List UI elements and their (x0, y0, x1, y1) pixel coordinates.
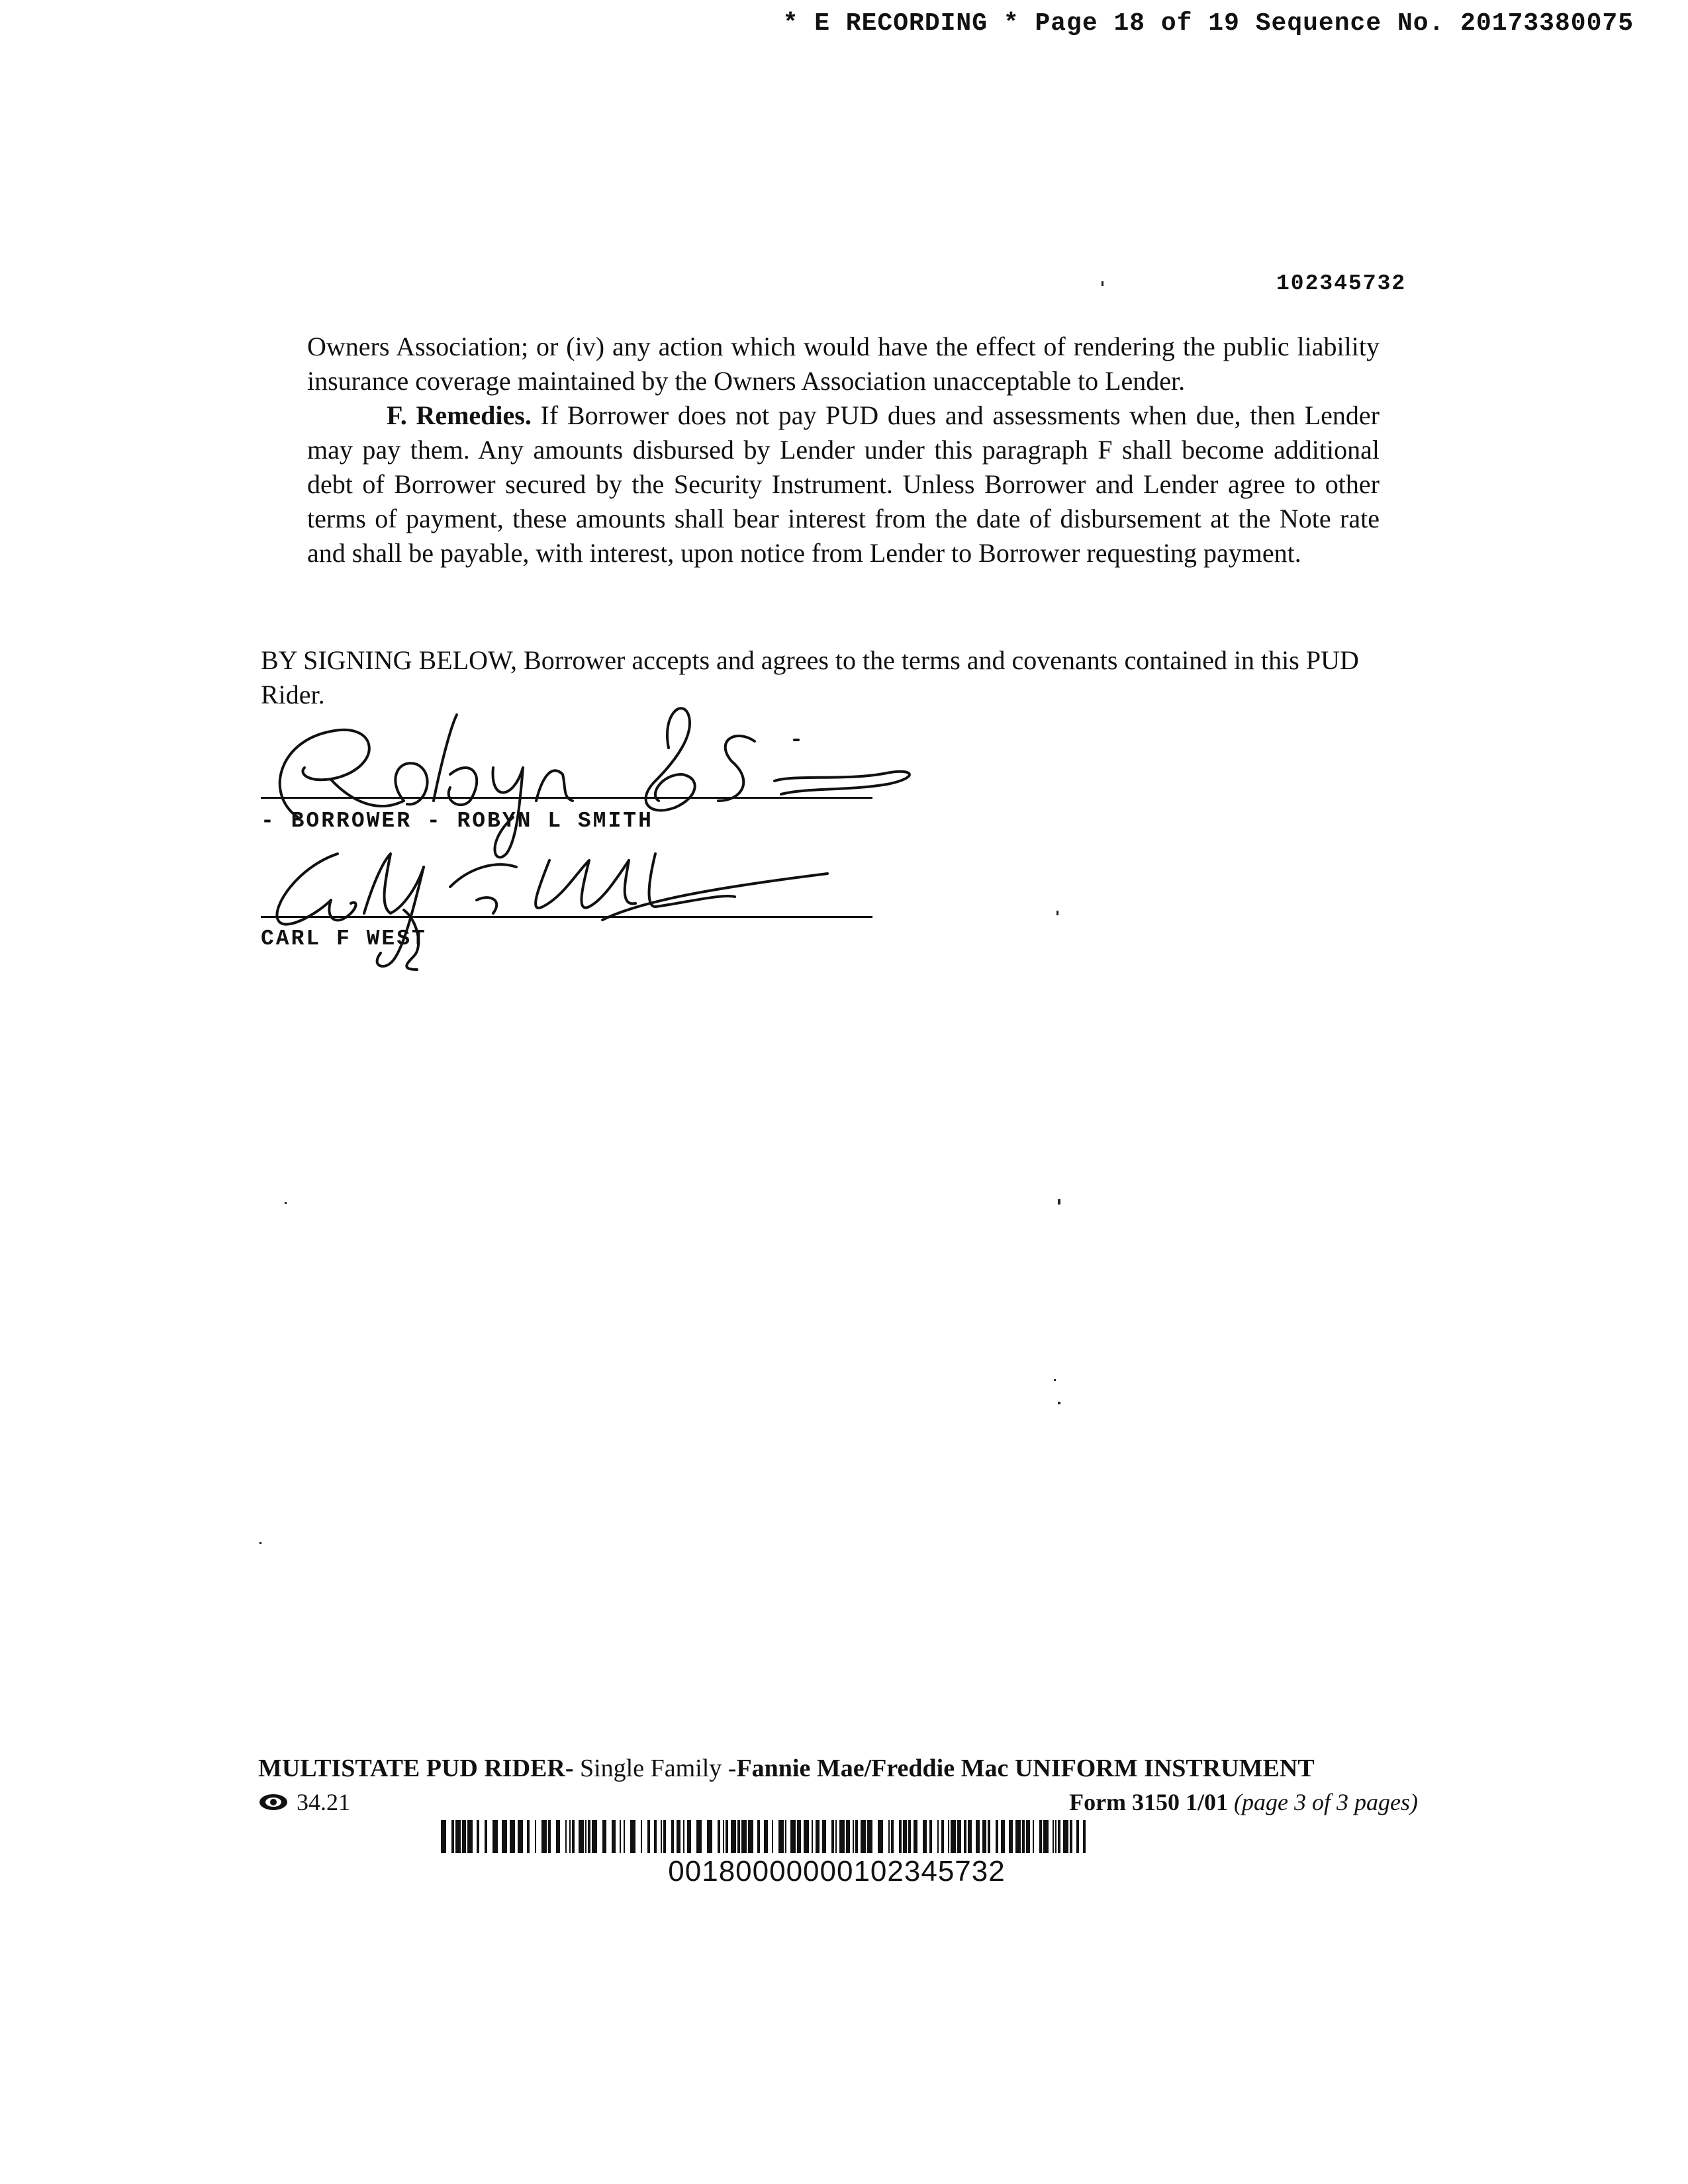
barcode-bar (797, 1820, 801, 1853)
form-title (258, 1754, 1383, 1783)
barcode-bar (822, 1820, 826, 1853)
barcode-bar (572, 1820, 575, 1853)
barcode-bar (748, 1820, 753, 1853)
barcode-bar (477, 1820, 479, 1853)
barcode-bar (1015, 1820, 1021, 1853)
barcode-bar (1076, 1820, 1079, 1853)
barcode-bar (462, 1820, 466, 1853)
barcode-bar (1001, 1820, 1005, 1853)
barcode-bar (687, 1820, 691, 1853)
barcode-bar (1022, 1820, 1025, 1853)
barcode-bar (663, 1820, 666, 1853)
barcode-bar (891, 1820, 894, 1853)
barcode-bar (1026, 1820, 1030, 1853)
barcode-bar (853, 1820, 854, 1853)
borrower-1-name: - BORROWER - ROBYN L SMITH (261, 809, 653, 833)
scan-speck (259, 1542, 261, 1544)
barcode-bar (630, 1820, 635, 1853)
barcode-bar (654, 1820, 657, 1853)
barcode-bar (957, 1820, 961, 1853)
barcode-bar (602, 1820, 606, 1853)
barcode-bar (1053, 1820, 1054, 1853)
barcode-bar (1083, 1820, 1086, 1853)
barcode-bar (592, 1820, 597, 1853)
barcode-bar (937, 1820, 939, 1853)
rider-body (307, 330, 1380, 570)
barcode-bar (839, 1820, 845, 1853)
barcode-bar (1055, 1820, 1056, 1853)
barcode-bar (612, 1820, 616, 1853)
barcode-bar (976, 1820, 980, 1853)
barcode-bar (485, 1820, 487, 1853)
barcode-bar (451, 1820, 454, 1853)
barcode-bar (455, 1820, 461, 1853)
barcode-bar (502, 1820, 507, 1853)
barcode-bar (1043, 1820, 1049, 1853)
form-title-part-2: Single Family - (573, 1754, 737, 1782)
barcode-bar (548, 1820, 551, 1853)
recording-header: * E RECORDING * Page 18 of 19 Sequence No. 20173380075 (782, 9, 1634, 38)
barcode-bar (757, 1820, 760, 1853)
barcode-bar (1058, 1820, 1060, 1853)
scan-speck (1058, 1402, 1060, 1404)
barcode-bar (908, 1820, 911, 1853)
barcode-bar (726, 1820, 728, 1853)
barcode-bar (579, 1820, 584, 1853)
barcode-bar (588, 1820, 590, 1853)
eye-logo-icon (258, 1792, 289, 1812)
barcode-bar (1070, 1820, 1072, 1853)
barcode-bar (778, 1820, 784, 1853)
barcode-bar (964, 1820, 966, 1853)
signing-statement: BY SIGNING BELOW, Borrower accepts and agrees to the terms and covenants contained in this PUD Rider. (261, 645, 1359, 709)
barcode-bar (467, 1820, 473, 1853)
continuation-paragraph: Owners Association; or (iv) any action which would have the effect of rendering the public liability insurance coverage maintained by the Owners Association unacceptable to Lender. (307, 332, 1380, 396)
barcode-bar (441, 1820, 446, 1853)
barcode-bar (929, 1820, 932, 1853)
barcode-bar (541, 1820, 547, 1853)
barcode-bar (527, 1820, 530, 1853)
barcode-bar (1033, 1820, 1034, 1853)
barcode-bar (565, 1820, 567, 1853)
barcode-bar (867, 1820, 872, 1853)
borrower-2-name: CARL F WEST (261, 927, 427, 951)
barcode-bar (671, 1820, 674, 1853)
barcode-bar (861, 1820, 866, 1853)
barcode-bar (1063, 1820, 1068, 1853)
barcode-bar (878, 1820, 883, 1853)
barcode-bar (731, 1820, 736, 1853)
remedies-paragraph (307, 398, 1380, 570)
scan-speck (1058, 1199, 1060, 1205)
barcode-bar (968, 1820, 972, 1853)
barcode-bar (923, 1820, 927, 1853)
barcode-bar (569, 1820, 571, 1853)
barcode-bar (518, 1820, 523, 1853)
barcode-bar (707, 1820, 712, 1853)
barcode-bar (831, 1820, 834, 1853)
barcode-bar (941, 1820, 944, 1853)
document-barcode (441, 1820, 1233, 1853)
form-number-text: Form 3150 1/01 (1069, 1789, 1235, 1815)
scan-speck (285, 1202, 287, 1204)
scan-speck (1102, 281, 1103, 286)
barcode-bar (772, 1820, 773, 1853)
barcode-bar (1009, 1820, 1013, 1853)
barcode-bar (620, 1820, 621, 1853)
barcode-bar (982, 1820, 986, 1853)
barcode-bar (624, 1820, 625, 1853)
handwritten-signature-carl-west (258, 841, 907, 973)
barcode-bar (661, 1820, 662, 1853)
barcode-bar (790, 1820, 796, 1853)
page-info: (page 3 of 3 pages) (1234, 1789, 1418, 1815)
barcode-bar (737, 1820, 740, 1853)
form-footer-row (258, 1788, 1418, 1819)
barcode-bar (585, 1820, 586, 1853)
form-number (1069, 1788, 1418, 1816)
barcode-bar (641, 1820, 642, 1853)
vendor-code: 34.21 (297, 1789, 350, 1815)
remedies-text: If Borrower does not pay PUD dues and assessments when due, then Lender may pay them. Any amounts disbursed by Lender under this paragraph F shall become additional debt of Borrower secured by the Security Instrument. Unless Borrower and Lender agree to other terms of payment, these amounts shall bear interest from the date of disbursement at the Note rate and shall be payable, with interest, upon notice from Lender to Borrower requesting payment. (307, 400, 1380, 568)
loan-number: 102345732 (1276, 271, 1407, 296)
barcode-bar (535, 1820, 536, 1853)
barcode-bar (948, 1820, 949, 1853)
barcode-bar (903, 1820, 907, 1853)
barcode-bar (988, 1820, 990, 1853)
barcode-bar (677, 1820, 680, 1853)
barcode-bar (951, 1820, 956, 1853)
barcode-bar (785, 1820, 786, 1853)
barcode-number: 00180000000102345732 (668, 1855, 1006, 1888)
scan-speck (1056, 911, 1058, 915)
barcode-bar (683, 1820, 684, 1853)
form-title-part-1: MULTISTATE PUD RIDER- (258, 1754, 574, 1782)
barcode-bar (492, 1820, 498, 1853)
barcode-bar (718, 1820, 720, 1853)
remedies-heading: F. Remedies. (387, 400, 532, 430)
barcode-bar (812, 1820, 813, 1853)
barcode-bar (696, 1820, 702, 1853)
barcode-bar (723, 1820, 724, 1853)
barcode-bar (556, 1820, 560, 1853)
barcode-bar (888, 1820, 890, 1853)
barcode-bar (741, 1820, 747, 1853)
barcode-bar (816, 1820, 820, 1853)
barcode-bar (996, 1820, 998, 1853)
handwritten-signature-robyn-smith (252, 702, 927, 834)
form-title-part-3: Fannie Mae/Freddie Mac UNIFORM INSTRUMENT (736, 1754, 1315, 1782)
barcode-bar (846, 1820, 850, 1853)
barcode-bar (1039, 1820, 1042, 1853)
barcode-bar (855, 1820, 858, 1853)
barcode-bar (647, 1820, 650, 1853)
barcode-bar (914, 1820, 917, 1853)
barcode-bar (835, 1820, 837, 1853)
barcode-bar (804, 1820, 809, 1853)
barcode-bar (899, 1820, 902, 1853)
scan-speck (1054, 1379, 1056, 1381)
barcode-bar (764, 1820, 768, 1853)
barcode-bar (510, 1820, 515, 1853)
